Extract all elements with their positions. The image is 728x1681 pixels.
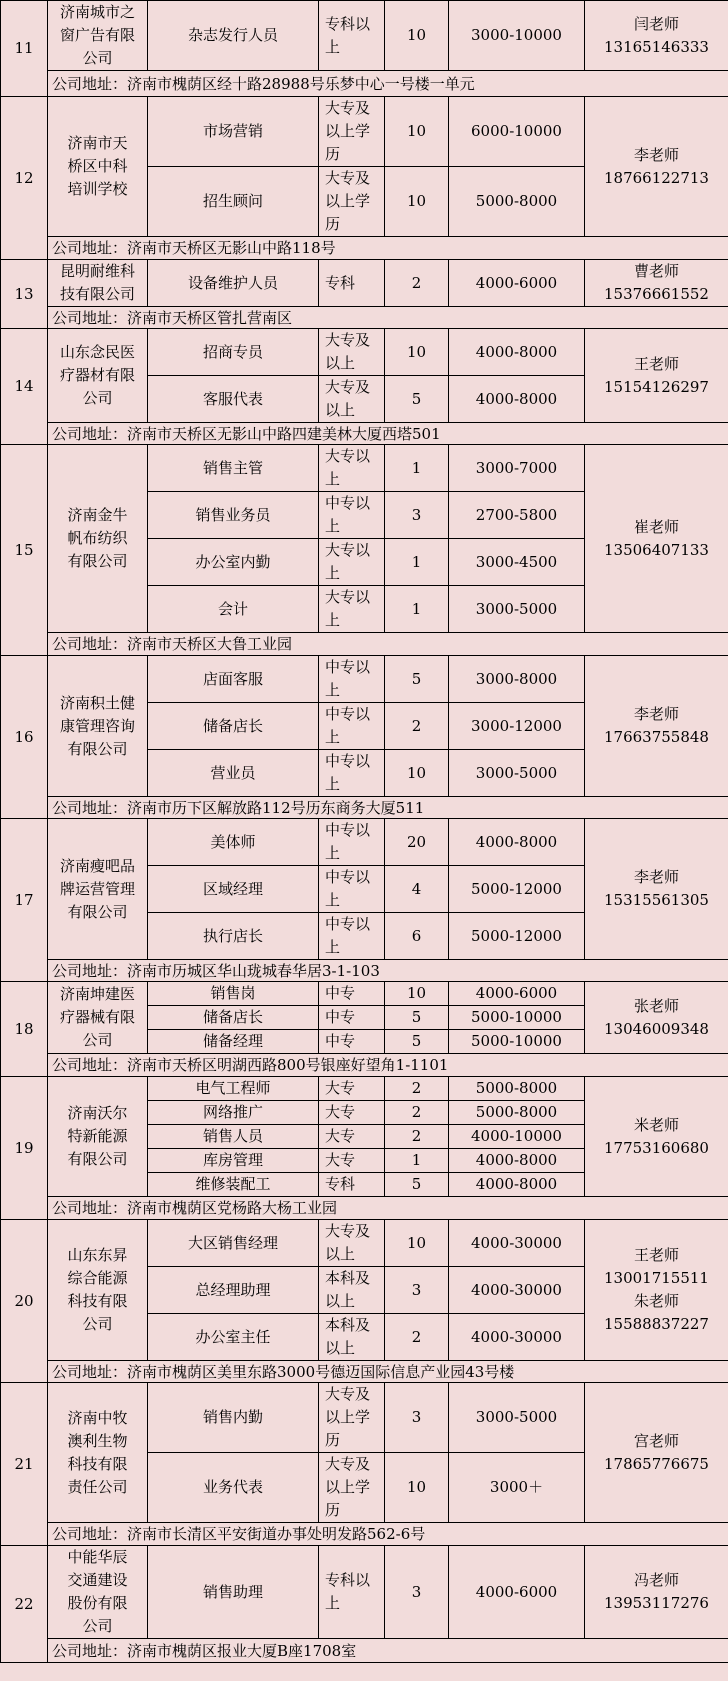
contact-person: 王老师 xyxy=(633,354,679,373)
job-title: 销售人员 xyxy=(148,1125,319,1149)
address-label: 公司地址： xyxy=(52,1056,128,1074)
address-row xyxy=(1,633,728,656)
salary-range: 4000-30000 xyxy=(449,1314,585,1361)
company-name-text: 山东念民医疗器材有限公司 xyxy=(59,343,135,407)
contact-phone: 17753160680 xyxy=(604,1138,709,1157)
company-number: 14 xyxy=(1,329,48,445)
education-requirement: 大专及以上 xyxy=(319,1220,385,1267)
education-requirement: 大专及以上学历 xyxy=(319,1383,385,1453)
education-requirement: 大专及以上学历 xyxy=(319,167,385,237)
company-address xyxy=(48,71,728,97)
education-requirement: 专科以上 xyxy=(319,1546,385,1639)
job-title: 大区销售经理 xyxy=(148,1220,319,1267)
company-address xyxy=(48,1197,728,1220)
job-title: 执行店长 xyxy=(148,913,319,960)
education-requirement: 中专以上 xyxy=(319,750,385,797)
contact-person: 米老师 xyxy=(633,1115,679,1134)
company-address xyxy=(48,633,728,656)
contact-person: 闫老师 xyxy=(633,14,679,33)
company-name-text: 济南沃尔特新能源有限公司 xyxy=(67,1104,128,1168)
company-number: 17 xyxy=(1,819,48,982)
table-row xyxy=(1,1077,728,1101)
address-row xyxy=(1,237,728,260)
company-address xyxy=(48,423,728,445)
headcount: 10 xyxy=(385,97,449,167)
contact-cell xyxy=(585,97,728,237)
education-requirement: 大专及以上 xyxy=(319,329,385,376)
headcount: 3 xyxy=(385,1546,449,1639)
education-requirement: 中专 xyxy=(319,982,385,1006)
salary-range: 4000-6000 xyxy=(449,260,585,307)
headcount: 5 xyxy=(385,1006,449,1030)
company-name xyxy=(48,1546,148,1639)
education-requirement: 大专 xyxy=(319,1077,385,1101)
headcount: 3 xyxy=(385,1383,449,1453)
salary-range: 2700-5800 xyxy=(449,492,585,539)
company-name xyxy=(48,1383,148,1523)
job-title: 杂志发行人员 xyxy=(148,1,319,71)
contact-cell xyxy=(585,982,728,1054)
headcount: 2 xyxy=(385,260,449,307)
job-title: 库房管理 xyxy=(148,1149,319,1173)
education-requirement: 专科 xyxy=(319,1173,385,1197)
contact-cell xyxy=(585,1220,728,1361)
salary-range: 4000-8000 xyxy=(449,1173,585,1197)
education-requirement: 大专 xyxy=(319,1101,385,1125)
job-title: 办公室内勤 xyxy=(148,539,319,586)
salary-range: 3000-5000 xyxy=(449,750,585,797)
address-value: 济南市历城区华山珑城春华居3-1-103 xyxy=(127,961,380,980)
job-title: 销售助理 xyxy=(148,1546,319,1639)
address-value: 济南市天桥区管扎营南区 xyxy=(127,308,293,327)
address-value: 济南市长清区平安街道办事处明发路562-6号 xyxy=(127,1525,426,1543)
contact-person: 崔老师 xyxy=(633,517,679,536)
company-name-text: 济南中牧澳利生物科技有限责任公司 xyxy=(67,1408,128,1496)
headcount: 10 xyxy=(385,982,449,1006)
company-name-text: 济南坤建医疗器械有限公司 xyxy=(59,985,135,1049)
contact-phone: 13001715511 xyxy=(604,1269,709,1287)
salary-range: 5000-8000 xyxy=(449,167,585,237)
education-requirement: 中专以上 xyxy=(319,492,385,539)
contact-phone: 13506407133 xyxy=(604,540,709,559)
salary-range: 3000-4500 xyxy=(449,539,585,586)
salary-range: 5000-8000 xyxy=(449,1101,585,1125)
education-requirement: 专科以上 xyxy=(319,1,385,71)
education-requirement: 中专 xyxy=(319,1030,385,1054)
education-requirement: 本科及以上 xyxy=(319,1314,385,1361)
education-requirement: 中专以上 xyxy=(319,913,385,960)
table-row xyxy=(1,1,728,71)
salary-range: 5000-8000 xyxy=(449,1077,585,1101)
salary-range: 4000-10000 xyxy=(449,1125,585,1149)
job-title: 店面客服 xyxy=(148,656,319,703)
company-name-text: 济南瘦吧品牌运营管理有限公司 xyxy=(59,856,135,921)
company-address xyxy=(48,1639,728,1663)
job-title: 招商专员 xyxy=(148,329,319,376)
contact-person: 冯老师 xyxy=(633,1571,679,1589)
headcount: 1 xyxy=(385,445,449,492)
contact-cell xyxy=(585,1383,728,1523)
headcount: 1 xyxy=(385,539,449,586)
salary-range: 3000-12000 xyxy=(449,703,585,750)
headcount: 10 xyxy=(385,750,449,797)
address-label: 公司地址： xyxy=(52,424,128,443)
address-label: 公司地址： xyxy=(52,1362,128,1381)
contact-phone: 17865776675 xyxy=(604,1454,709,1473)
company-address xyxy=(48,797,728,819)
company-number: 21 xyxy=(1,1383,48,1546)
contact-phone: 15315561305 xyxy=(604,891,709,909)
job-title: 储备店长 xyxy=(148,703,319,750)
education-requirement: 大专以上 xyxy=(319,539,385,586)
contact-cell xyxy=(585,656,728,797)
company-name xyxy=(48,97,148,237)
contact-cell xyxy=(585,445,728,633)
headcount: 5 xyxy=(385,1030,449,1054)
job-title: 区域经理 xyxy=(148,866,319,913)
company-address xyxy=(48,1054,728,1077)
contact-phone: 17663755848 xyxy=(604,728,709,746)
salary-range: 4000-6000 xyxy=(449,982,585,1006)
job-title: 美体师 xyxy=(148,819,319,866)
job-title: 电气工程师 xyxy=(148,1077,319,1101)
headcount: 6 xyxy=(385,913,449,960)
job-title: 总经理助理 xyxy=(148,1267,319,1314)
salary-range: 3000-10000 xyxy=(449,1,585,71)
company-name-text: 济南积土健康管理咨询有限公司 xyxy=(59,693,135,758)
company-number: 13 xyxy=(1,260,48,329)
address-value: 济南市槐荫区报业大厦B座1708室 xyxy=(127,1641,357,1660)
contact-person: 李老师 xyxy=(633,145,679,164)
company-number: 19 xyxy=(1,1077,48,1220)
address-row xyxy=(1,423,728,445)
headcount: 3 xyxy=(385,492,449,539)
address-label: 公司地址： xyxy=(52,1525,128,1543)
company-name-text: 济南城市之窗广告有限公司 xyxy=(59,3,135,67)
company-name xyxy=(48,260,148,307)
headcount: 10 xyxy=(385,329,449,376)
salary-range: 3000＋ xyxy=(449,1453,585,1523)
salary-range: 4000-6000 xyxy=(449,1546,585,1639)
education-requirement: 本科及以上 xyxy=(319,1267,385,1314)
company-address xyxy=(48,1523,728,1546)
contact-cell xyxy=(585,1077,728,1197)
address-label: 公司地址： xyxy=(52,798,128,817)
education-requirement: 大专以上 xyxy=(319,445,385,492)
salary-range: 3000-5000 xyxy=(449,1383,585,1453)
table-row xyxy=(1,329,728,376)
headcount: 4 xyxy=(385,866,449,913)
address-label: 公司地址： xyxy=(52,239,128,257)
company-name-text: 中能华辰交通建设股份有限公司 xyxy=(67,1548,128,1635)
headcount: 5 xyxy=(385,376,449,423)
contact-phone: 13165146333 xyxy=(604,37,709,56)
contact-phone: 18766122713 xyxy=(604,168,709,187)
company-name-text: 山东东昇综合能源科技有限公司 xyxy=(67,1246,128,1333)
education-requirement: 大专以上 xyxy=(319,586,385,633)
table-row xyxy=(1,1383,728,1453)
table-row xyxy=(1,982,728,1006)
address-row xyxy=(1,960,728,982)
headcount: 2 xyxy=(385,703,449,750)
company-address xyxy=(48,307,728,329)
job-title: 办公室主任 xyxy=(148,1314,319,1361)
headcount: 2 xyxy=(385,1077,449,1101)
address-row xyxy=(1,1054,728,1077)
job-title: 销售业务员 xyxy=(148,492,319,539)
headcount: 1 xyxy=(385,586,449,633)
company-address xyxy=(48,960,728,982)
address-row xyxy=(1,1523,728,1546)
contact-phone: 13046009348 xyxy=(604,1019,709,1038)
address-label: 公司地址： xyxy=(52,1641,128,1660)
table-row xyxy=(1,1220,728,1267)
headcount: 5 xyxy=(385,1173,449,1197)
address-row xyxy=(1,797,728,819)
address-row xyxy=(1,1639,728,1663)
salary-range: 5000-10000 xyxy=(449,1006,585,1030)
headcount: 20 xyxy=(385,819,449,866)
contact-cell xyxy=(585,1,728,71)
address-label: 公司地址： xyxy=(52,1199,128,1217)
contact-phone: 15376661552 xyxy=(604,285,709,303)
education-requirement: 大专及以上学历 xyxy=(319,97,385,167)
headcount: 3 xyxy=(385,1267,449,1314)
education-requirement: 大专及以上 xyxy=(319,376,385,423)
job-title: 会计 xyxy=(148,586,319,633)
job-title: 销售岗 xyxy=(148,982,319,1006)
education-requirement: 中专以上 xyxy=(319,866,385,913)
company-name xyxy=(48,1220,148,1361)
salary-range: 3000-7000 xyxy=(449,445,585,492)
salary-range: 5000-12000 xyxy=(449,913,585,960)
table-row xyxy=(1,97,728,167)
address-value: 济南市天桥区明湖西路800号银座好望角1-1101 xyxy=(127,1056,449,1074)
job-title: 营业员 xyxy=(148,750,319,797)
address-row xyxy=(1,307,728,329)
address-value: 济南市天桥区无影山中路四建美林大厦西塔501 xyxy=(127,424,441,443)
company-name xyxy=(48,1077,148,1197)
job-title: 销售主管 xyxy=(148,445,319,492)
salary-range: 3000-5000 xyxy=(449,586,585,633)
company-number: 11 xyxy=(1,1,48,97)
job-title: 市场营销 xyxy=(148,97,319,167)
headcount: 1 xyxy=(385,1149,449,1173)
education-requirement: 大专 xyxy=(319,1149,385,1173)
job-title: 设备维护人员 xyxy=(148,260,319,307)
education-requirement: 中专以上 xyxy=(319,656,385,703)
contact-person: 张老师 xyxy=(633,996,679,1015)
job-title: 储备经理 xyxy=(148,1030,319,1054)
address-label: 公司地址： xyxy=(52,635,128,653)
job-title: 维修装配工 xyxy=(148,1173,319,1197)
headcount: 10 xyxy=(385,1453,449,1523)
address-row xyxy=(1,1197,728,1220)
address-value: 济南市天桥区无影山中路118号 xyxy=(127,239,336,257)
job-title: 客服代表 xyxy=(148,376,319,423)
salary-range: 4000-8000 xyxy=(449,376,585,423)
headcount: 2 xyxy=(385,1101,449,1125)
contact-person: 李老师 xyxy=(633,705,679,723)
headcount: 5 xyxy=(385,656,449,703)
contact-cell xyxy=(585,329,728,423)
company-name-text: 昆明耐维科技有限公司 xyxy=(59,262,135,303)
job-title: 招生顾问 xyxy=(148,167,319,237)
address-label: 公司地址： xyxy=(52,961,128,980)
contact-cell xyxy=(585,1546,728,1639)
company-name xyxy=(48,656,148,797)
headcount: 10 xyxy=(385,1,449,71)
contact-person: 宫老师 xyxy=(633,1431,679,1450)
company-name xyxy=(48,329,148,423)
contact-phone: 15588837227 xyxy=(604,1315,709,1333)
table-row xyxy=(1,1546,728,1639)
salary-range: 3000-8000 xyxy=(449,656,585,703)
education-requirement: 大专 xyxy=(319,1125,385,1149)
address-row xyxy=(1,1361,728,1383)
table-row xyxy=(1,260,728,307)
contact-phone: 15154126297 xyxy=(604,377,709,396)
company-name xyxy=(48,819,148,960)
company-number: 15 xyxy=(1,445,48,656)
contact-phone: 13953117276 xyxy=(604,1594,709,1612)
salary-range: 4000-30000 xyxy=(449,1267,585,1314)
contact-person: 王老师 xyxy=(633,1246,679,1264)
company-number: 22 xyxy=(1,1546,48,1663)
job-title: 销售内勤 xyxy=(148,1383,319,1453)
company-number: 12 xyxy=(1,97,48,260)
headcount: 2 xyxy=(385,1125,449,1149)
job-title: 储备店长 xyxy=(148,1006,319,1030)
contact-cell xyxy=(585,260,728,307)
company-name-text: 济南市天桥区中科培训学校 xyxy=(67,134,128,198)
headcount: 2 xyxy=(385,1314,449,1361)
table-row xyxy=(1,819,728,866)
salary-range: 4000-8000 xyxy=(449,329,585,376)
education-requirement: 中专以上 xyxy=(319,819,385,866)
company-name xyxy=(48,445,148,633)
company-name-text: 济南金牛帆布纺织有限公司 xyxy=(67,506,128,570)
address-row xyxy=(1,71,728,97)
education-requirement: 中专以上 xyxy=(319,703,385,750)
contact-person: 李老师 xyxy=(633,868,679,886)
address-label: 公司地址： xyxy=(52,308,128,327)
education-requirement: 专科 xyxy=(319,260,385,307)
salary-range: 4000-30000 xyxy=(449,1220,585,1267)
address-value: 济南市槐荫区党杨路大杨工业园 xyxy=(127,1199,338,1217)
salary-range: 6000-10000 xyxy=(449,97,585,167)
salary-range: 5000-12000 xyxy=(449,866,585,913)
address-value: 济南市槐荫区经十路28988号乐梦中心一号楼一单元 xyxy=(127,74,475,93)
contact-cell xyxy=(585,819,728,960)
company-number: 20 xyxy=(1,1220,48,1383)
salary-range: 4000-8000 xyxy=(449,1149,585,1173)
job-title: 网络推广 xyxy=(148,1101,319,1125)
headcount: 10 xyxy=(385,1220,449,1267)
table-row xyxy=(1,445,728,492)
address-value: 济南市槐荫区美里东路3000号德迈国际信息产业园43号楼 xyxy=(127,1362,515,1381)
job-title: 业务代表 xyxy=(148,1453,319,1523)
address-label: 公司地址： xyxy=(52,74,128,93)
headcount: 10 xyxy=(385,167,449,237)
education-requirement: 大专及以上学历 xyxy=(319,1453,385,1523)
company-address xyxy=(48,1361,728,1383)
salary-range: 5000-10000 xyxy=(449,1030,585,1054)
company-name xyxy=(48,1,148,71)
address-value: 济南市天桥区大鲁工业园 xyxy=(127,635,293,653)
education-requirement: 中专 xyxy=(319,1006,385,1030)
contact-person: 曹老师 xyxy=(633,262,679,280)
company-name xyxy=(48,982,148,1054)
address-value: 济南市历下区解放路112号历东商务大厦511 xyxy=(127,798,425,817)
contact-person: 朱老师 xyxy=(633,1292,679,1310)
company-number: 18 xyxy=(1,982,48,1077)
salary-range: 4000-8000 xyxy=(449,819,585,866)
table-row xyxy=(1,656,728,703)
company-number: 16 xyxy=(1,656,48,819)
company-address xyxy=(48,237,728,260)
